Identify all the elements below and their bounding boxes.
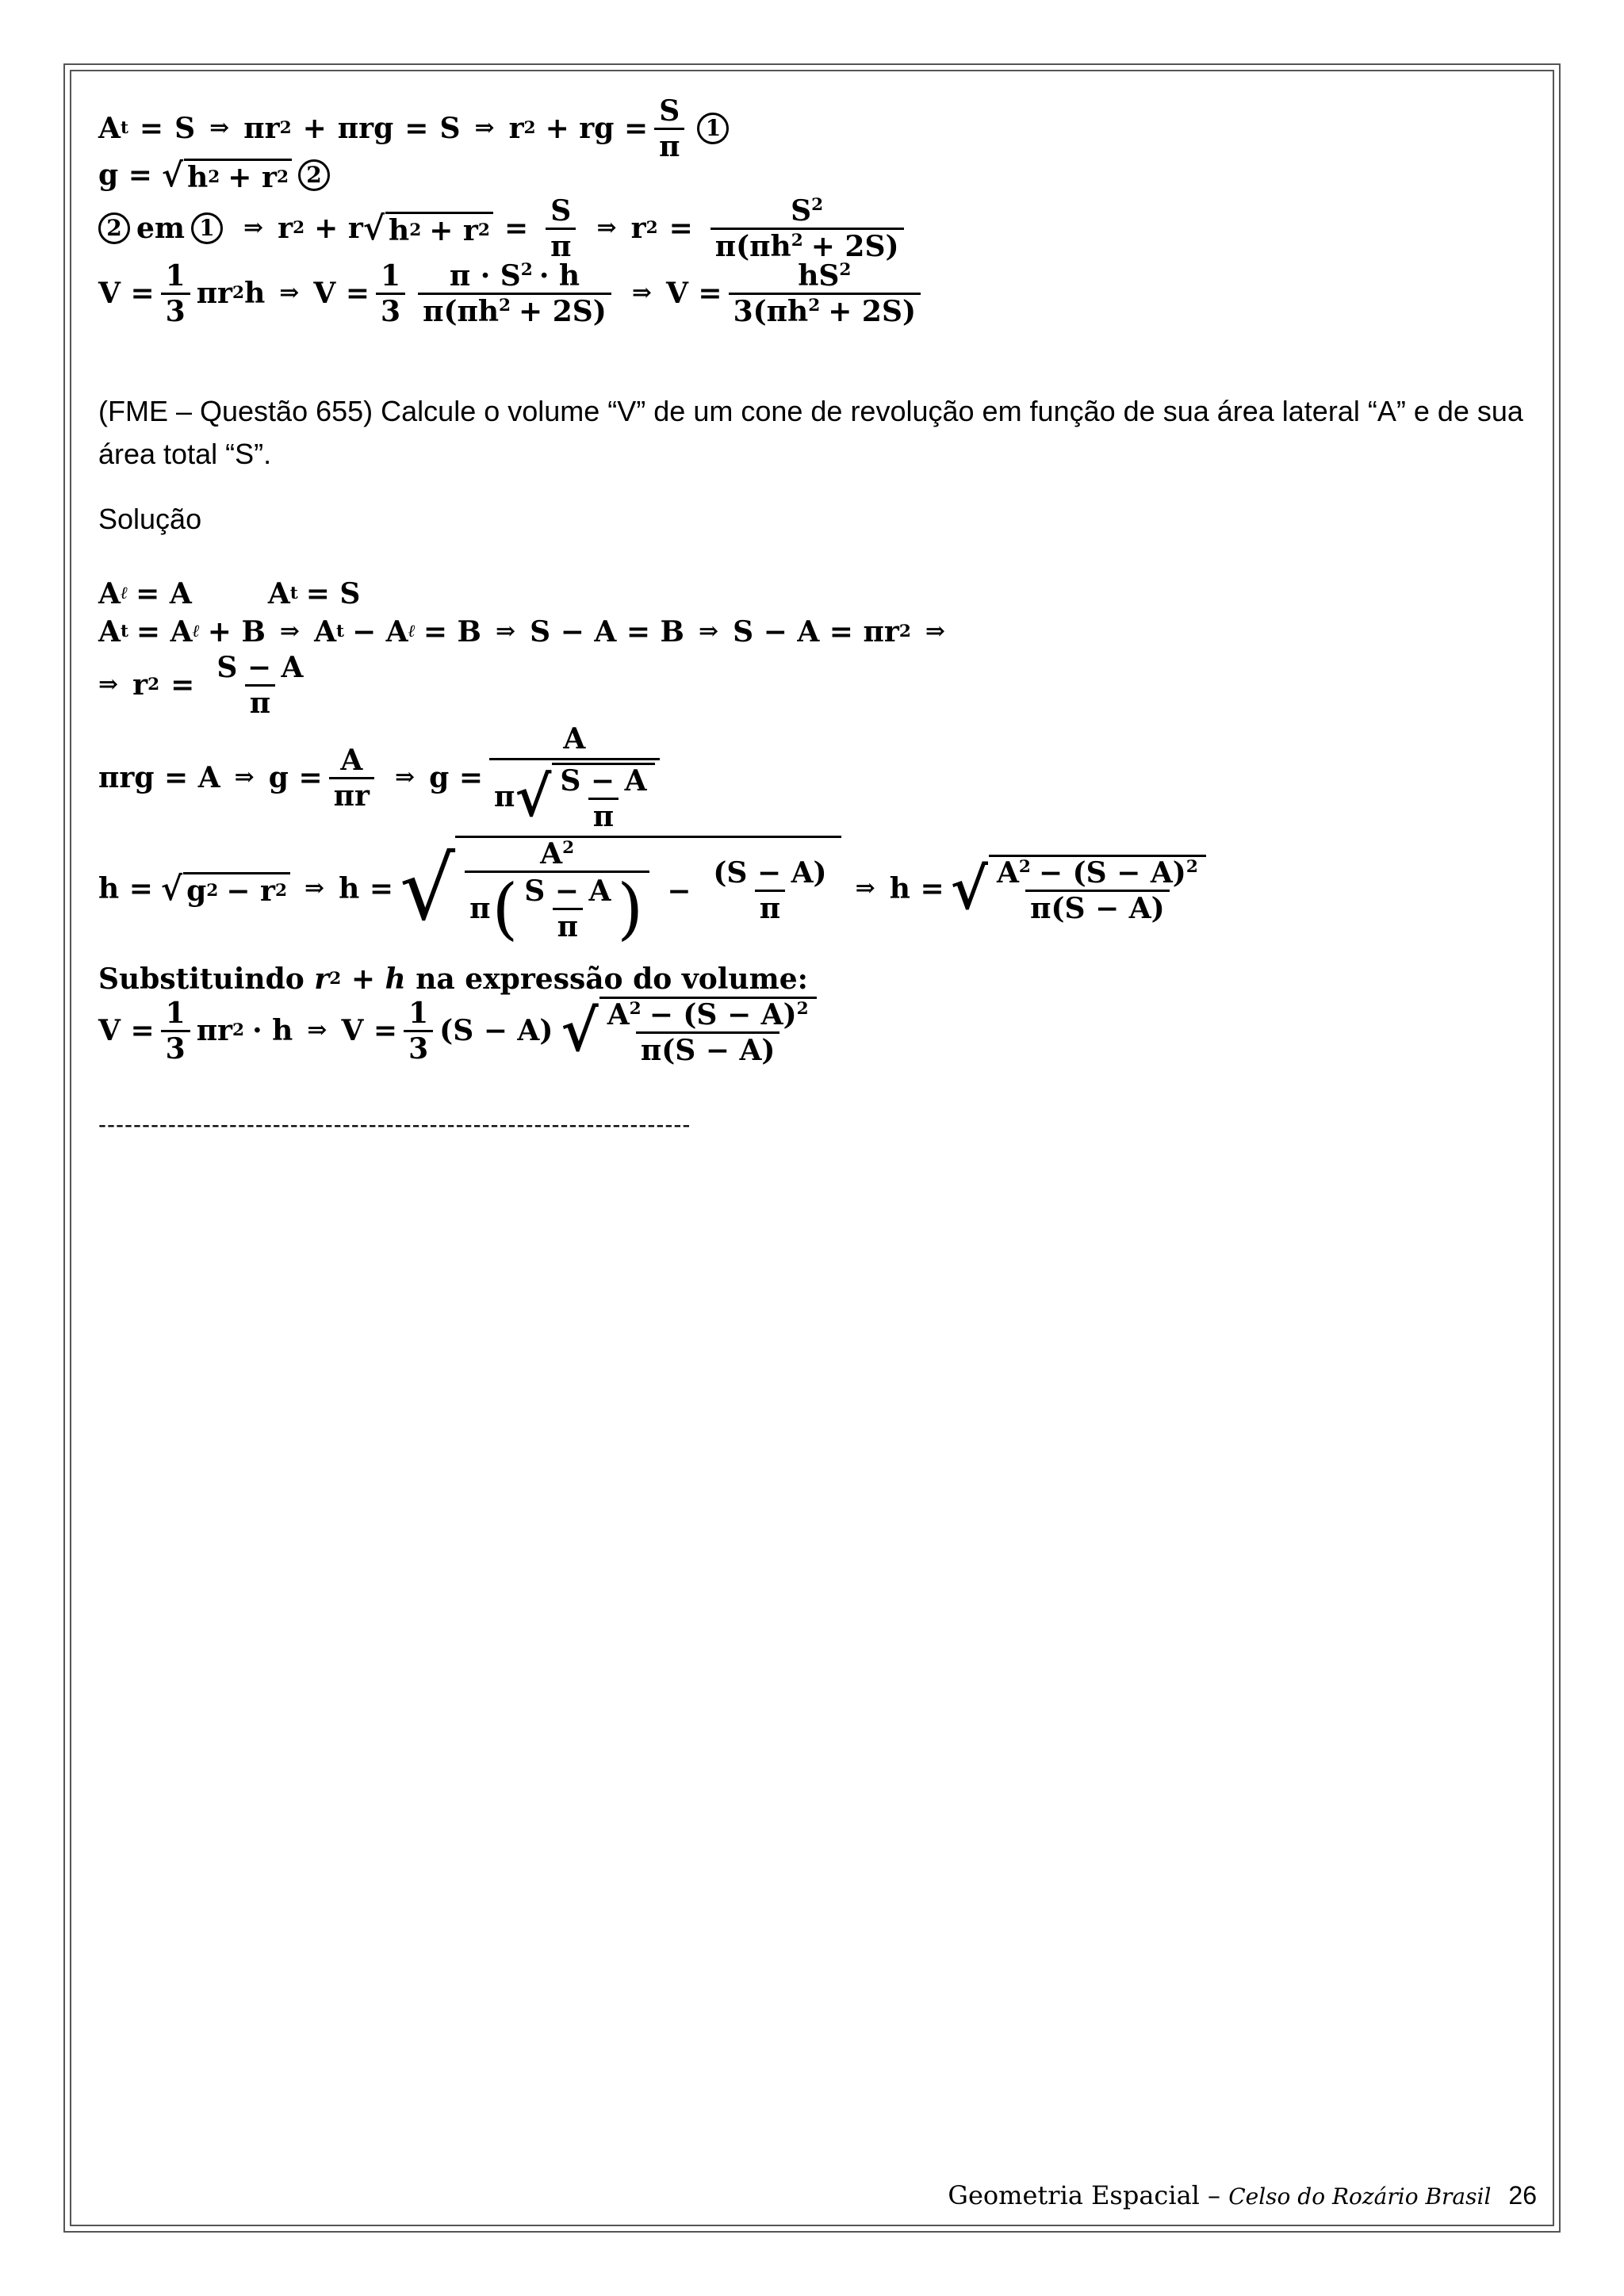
term: πr [196, 277, 233, 310]
term: π [494, 780, 515, 813]
minus: − [667, 874, 691, 908]
radical-sign: √ [561, 997, 599, 1064]
radical-sign: √ [515, 763, 552, 829]
denominator: π(S − A) [1025, 890, 1170, 923]
footer-dash: – [1199, 2180, 1229, 2210]
denominator: π(S − A) [636, 1031, 780, 1065]
denominator-expression [494, 763, 655, 831]
fraction [729, 258, 921, 328]
term: − (S − A) [1038, 856, 1186, 890]
equals: = [170, 668, 195, 702]
term: g = [98, 159, 152, 192]
term: = A [136, 577, 192, 610]
denominator: π [755, 890, 785, 923]
term: + 2S) [810, 229, 899, 263]
equals: = [504, 212, 529, 245]
implies-arrow: ⇒ [698, 618, 719, 645]
denominator: π [588, 798, 619, 831]
square-root [362, 209, 493, 248]
plus: + [302, 112, 327, 145]
term: + 2S) [519, 294, 607, 328]
implies-arrow: ⇒ [395, 763, 416, 791]
term: h = [339, 872, 393, 905]
term: S − A = πr [733, 615, 899, 649]
term: h [389, 213, 410, 247]
term: r [630, 212, 646, 245]
term: · h [252, 1014, 293, 1047]
term: − A [351, 615, 408, 649]
radicand: h 2 + r 2 [184, 159, 292, 191]
term: S [174, 112, 196, 145]
fraction [992, 856, 1203, 925]
page-number: 26 [1508, 2181, 1537, 2210]
numerator: S [659, 94, 680, 128]
square-root [515, 763, 654, 831]
right-paren: ) [617, 870, 644, 947]
term: = A [136, 615, 193, 649]
term: Substituindo [98, 962, 315, 996]
exponent: 2 [629, 999, 642, 1019]
numerator [535, 837, 579, 871]
term: hS [798, 258, 840, 293]
fraction [546, 193, 576, 263]
square-root [160, 869, 290, 909]
fraction [465, 837, 649, 947]
denominator: 3 [161, 293, 190, 326]
term: πr [243, 112, 280, 145]
denominator: π [546, 228, 576, 261]
fraction [404, 996, 433, 1066]
term: + rg = [545, 112, 649, 145]
implies-arrow: ⇒ [98, 671, 119, 698]
numerator [786, 193, 828, 228]
term: A [267, 577, 290, 610]
term: π · S [449, 258, 521, 293]
numerator: 1 [408, 996, 429, 1030]
eq-a-line-2 [98, 154, 1526, 197]
numerator [793, 258, 856, 293]
radicand [455, 836, 841, 947]
term: na expressão do volume: [405, 962, 808, 996]
term: V = [98, 277, 155, 310]
fraction [376, 258, 405, 328]
page-content [98, 94, 1526, 1138]
exponent: 2 [839, 259, 852, 280]
term: A [314, 615, 336, 649]
implies-arrow: ⇒ [855, 874, 875, 902]
denominator: π [245, 684, 275, 718]
exponent: 2 [796, 999, 809, 1019]
radical-sign: √ [400, 838, 456, 939]
radicand: h 2 + r 2 [385, 212, 493, 244]
numerator: A [340, 743, 363, 777]
denominator: 3 [161, 1030, 190, 1063]
fraction [603, 998, 814, 1067]
circled-number-2: 2 [98, 212, 130, 244]
exponent: 2 [1185, 857, 1198, 877]
term: V = [665, 277, 722, 310]
term: S [791, 193, 812, 228]
fraction [489, 722, 660, 833]
term: r [508, 112, 524, 145]
denominator [729, 293, 921, 326]
numerator: 1 [165, 996, 186, 1030]
numerator: A [563, 722, 586, 756]
term: (S − A) [439, 1014, 553, 1047]
equals: = [668, 212, 693, 245]
term: A [98, 615, 121, 649]
implies-arrow: ⇒ [596, 214, 617, 242]
substitution-label: Substituindo r 2 + h na expressão do volume: [98, 962, 808, 996]
term: V = [313, 277, 370, 310]
term: h [385, 962, 406, 996]
term: A [607, 998, 630, 1031]
term: + B [207, 615, 266, 649]
term: + 2S) [828, 294, 917, 328]
exponent: 2 [562, 838, 575, 858]
footer-title: Geometria Espacial [948, 2180, 1200, 2210]
numerator: (S − A) [713, 856, 827, 890]
implies-arrow: ⇒ [631, 279, 652, 307]
radicand [989, 855, 1206, 923]
term: g = [429, 761, 484, 794]
fraction [212, 650, 308, 720]
denominator: π [654, 128, 684, 161]
square-root [951, 855, 1206, 923]
solution-label: Solução [98, 503, 202, 535]
fraction [654, 94, 684, 163]
fraction [161, 996, 190, 1066]
term: A [98, 112, 121, 145]
denominator [465, 870, 649, 947]
term: S − A = B [530, 615, 684, 649]
implies-arrow: ⇒ [234, 763, 255, 791]
exponent: 2 [1018, 857, 1031, 877]
radical-sign: √ [950, 855, 988, 922]
circled-number-1: 1 [697, 113, 729, 144]
term: + r [228, 160, 277, 194]
term: S [439, 112, 461, 145]
numerator [603, 998, 814, 1031]
numerator: S − A [216, 650, 304, 684]
term: A [98, 577, 121, 610]
implies-arrow: ⇒ [243, 214, 264, 242]
term: π(πh [714, 229, 791, 263]
denominator: 3 [404, 1030, 433, 1063]
implies-arrow: ⇒ [474, 114, 495, 142]
implies-arrow: ⇒ [279, 279, 300, 307]
term: = B [423, 615, 481, 649]
eq-b-line-1: A ℓ = A A t = S [98, 577, 361, 610]
fraction [710, 193, 904, 263]
term: πr [196, 1014, 233, 1047]
term: em [136, 212, 185, 245]
fraction [329, 743, 374, 813]
exponent: 2 [808, 295, 821, 316]
term: 3(πh [733, 294, 809, 328]
term: − r [226, 874, 275, 908]
equation-block-b [98, 576, 1526, 1067]
eq-a-line-1: A t = S ⇒ πr 2 + πrg = S ⇒ r 2 + rg = $\frac{S}{\pi}$ 1 [98, 103, 1526, 154]
fraction [555, 764, 651, 833]
page-footer [948, 2180, 1537, 2210]
term: π(πh [423, 294, 499, 328]
radical-sign: √ [161, 155, 184, 195]
fraction [161, 258, 190, 328]
circled-number-1: 1 [191, 212, 223, 244]
equals: = [404, 112, 429, 145]
square-root [561, 997, 816, 1065]
denominator: 3 [376, 293, 405, 326]
implies-arrow: ⇒ [279, 618, 301, 645]
term: − (S − A) [649, 998, 797, 1031]
term: + r [429, 213, 478, 247]
radicand [552, 763, 654, 831]
fraction [418, 258, 611, 328]
term: πrg [337, 112, 394, 145]
eq-b-line-2: A t = A ℓ + B ⇒ A t − A ℓ = B ⇒ S − A = B ⇒ S − A = πr 2 ⇒ [98, 615, 945, 649]
section-divider: -------------------------------------------------------------------- [98, 1112, 691, 1138]
eq-b-line-3: ⇒ r 2 = $\frac{S - A}{\pi}$ [98, 652, 1526, 718]
circled-number-2: 2 [298, 159, 330, 191]
term: + r [314, 212, 363, 245]
eq-a-line-4: V = $\frac{1}{3}$ πr 2 h ⇒ V = $\frac{1}{3}$ $\frac{\pi \cdot S^2 \cdot h}{\pi(\pi h^2 + 2S)}$ ⇒ V = $\frac{hS^2}{3(\pi h^2 + 2S)}$ [98, 260, 1526, 327]
footer-author: Celso do Rozário Brasil [1228, 2183, 1492, 2210]
term: h = [889, 872, 944, 905]
implies-arrow: ⇒ [307, 1016, 327, 1044]
denominator [418, 293, 611, 326]
exponent: 2 [520, 259, 533, 280]
numerator: S − A [560, 764, 647, 798]
denominator: πr [329, 777, 374, 810]
numerator: 1 [165, 258, 186, 293]
exponent: 2 [791, 230, 803, 251]
term: g [186, 874, 207, 908]
denominator [489, 758, 660, 831]
term: · h [538, 258, 580, 293]
term: A [996, 856, 1019, 890]
term: πrg = A [98, 761, 220, 794]
eq-b-line-4 [98, 718, 1526, 837]
numerator [992, 856, 1203, 890]
implies-arrow: ⇒ [209, 114, 230, 142]
implies-arrow: ⇒ [925, 618, 945, 645]
implies-arrow: ⇒ [304, 874, 325, 902]
fraction [708, 856, 831, 925]
fraction [519, 874, 615, 943]
term: r [314, 962, 330, 996]
denominator [710, 228, 904, 261]
eq-b-line-6: V = $\frac{1}{3}$ πr 2 · h ⇒ V = $\frac{1}{3}$ (S − A) √ $\frac{A^2 - (S - A)^2}{\pi(S - A)}$ [98, 997, 1526, 1064]
term: V = [341, 1014, 398, 1047]
exponent: 2 [811, 194, 824, 215]
term: h [187, 160, 209, 194]
term: h = [98, 872, 153, 905]
square-root [400, 836, 841, 947]
problem-statement: (FME – Questão 655) Calcule o volume “V” de um cone de revolução em função de sua área lateral “A” e de sua área total “S”. [98, 395, 1523, 470]
left-paren: ( [492, 870, 519, 947]
eq-b-line-5 [98, 837, 1526, 947]
square-root [161, 155, 292, 195]
denominator: π [553, 908, 583, 941]
numerator: S [550, 193, 572, 228]
equals: = [139, 112, 164, 145]
exponent: 2 [499, 295, 511, 316]
implies-arrow: ⇒ [495, 618, 516, 645]
term: r [278, 212, 293, 245]
term: h [244, 277, 266, 310]
term: + [341, 962, 385, 996]
numerator: 1 [381, 258, 401, 293]
radicand [599, 997, 817, 1065]
radical-sign: √ [160, 869, 183, 909]
equation-block-a [98, 94, 1526, 328]
radical-sign: √ [362, 209, 385, 248]
numerator: S − A [524, 874, 611, 908]
term: r [132, 668, 148, 702]
radicand: g 2 − r 2 [183, 872, 290, 905]
term: π [469, 892, 491, 925]
term: g = [268, 761, 323, 794]
eq-a-line-3: 2 em 1 ⇒ r 2 + r √ h 2 + r 2 = $\frac{S}{\pi}$ ⇒ r 2 = $\frac{S^2}{\pi(\pi h^2 + 2S)}$ [98, 197, 1526, 260]
term: = S [305, 577, 361, 610]
term: V = [98, 1014, 155, 1047]
term: A [540, 837, 563, 871]
numerator [445, 258, 584, 293]
